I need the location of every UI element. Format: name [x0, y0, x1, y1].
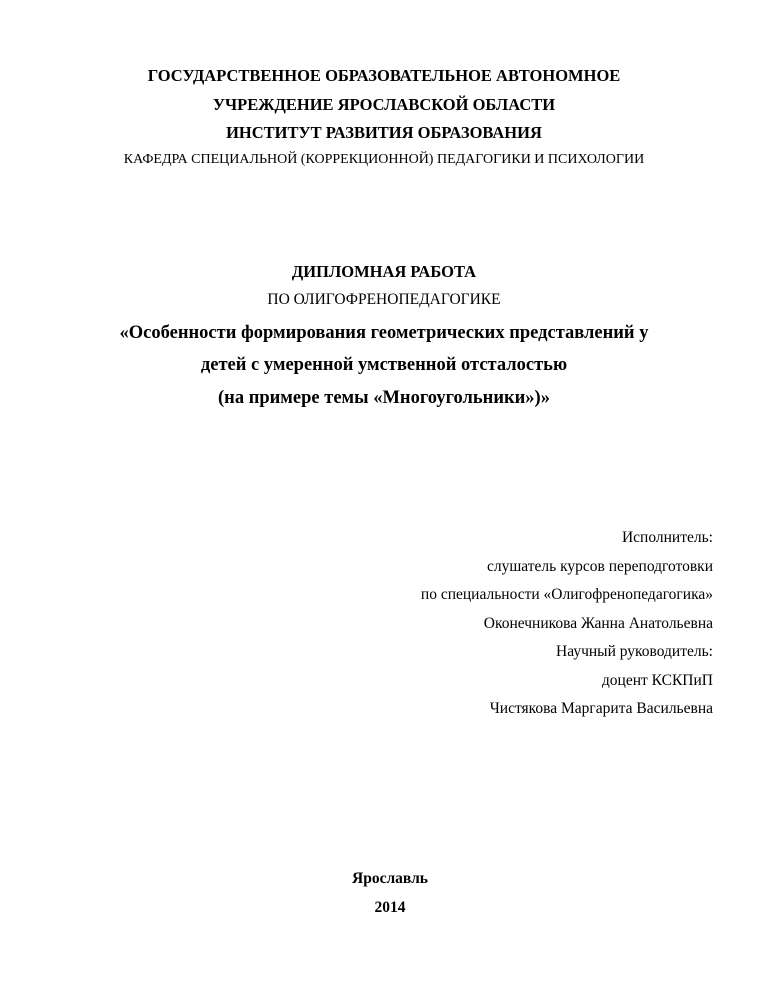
year: 2014: [374, 899, 406, 916]
supervisor-name: Чистякова Маргарита Васильевна: [489, 700, 713, 717]
title-line-3: (на примере темы «Многоугольники»)»: [218, 388, 550, 408]
executor-status: слушатель курсов переподготовки: [486, 558, 713, 575]
institution-line-3: ИНСТИТУТ РАЗВИТИЯ ОБРАЗОВАНИЯ: [226, 123, 542, 142]
supervisor-label: Научный руководитель:: [556, 643, 713, 660]
department-name: КАФЕДРА СПЕЦИАЛЬНОЙ (КОРРЕКЦИОННОЙ) ПЕДАГОГИКИ И ПСИХОЛОГИИ: [123, 152, 645, 167]
executor-label: Исполнитель:: [621, 529, 713, 546]
institution-line-1: ГОСУДАРСТВЕННОЕ ОБРАЗОВАТЕЛЬНОЕ АВТОНОМНОЕ: [147, 66, 621, 85]
title-line-2: детей с умеренной умственной отсталостью: [200, 355, 568, 375]
city: Ярославль: [352, 870, 428, 887]
institution-line-2: УЧРЕЖДЕНИЕ ЯРОСЛАВСКОЙ ОБЛАСТИ: [212, 95, 556, 114]
executor-specialty: по специальности «Олигофренопедагогика»: [420, 586, 713, 603]
work-kind: ДИПЛОМНАЯ РАБОТА: [291, 262, 477, 281]
executor-name: Оконечникова Жанна Анатольевна: [483, 615, 713, 632]
supervisor-position: доцент КСКПиП: [601, 672, 713, 689]
work-subject: ПО ОЛИГОФРЕНОПЕДАГОГИКЕ: [267, 291, 501, 308]
title-line-1: «Особенности формирования геометрических представлений у: [119, 323, 649, 343]
